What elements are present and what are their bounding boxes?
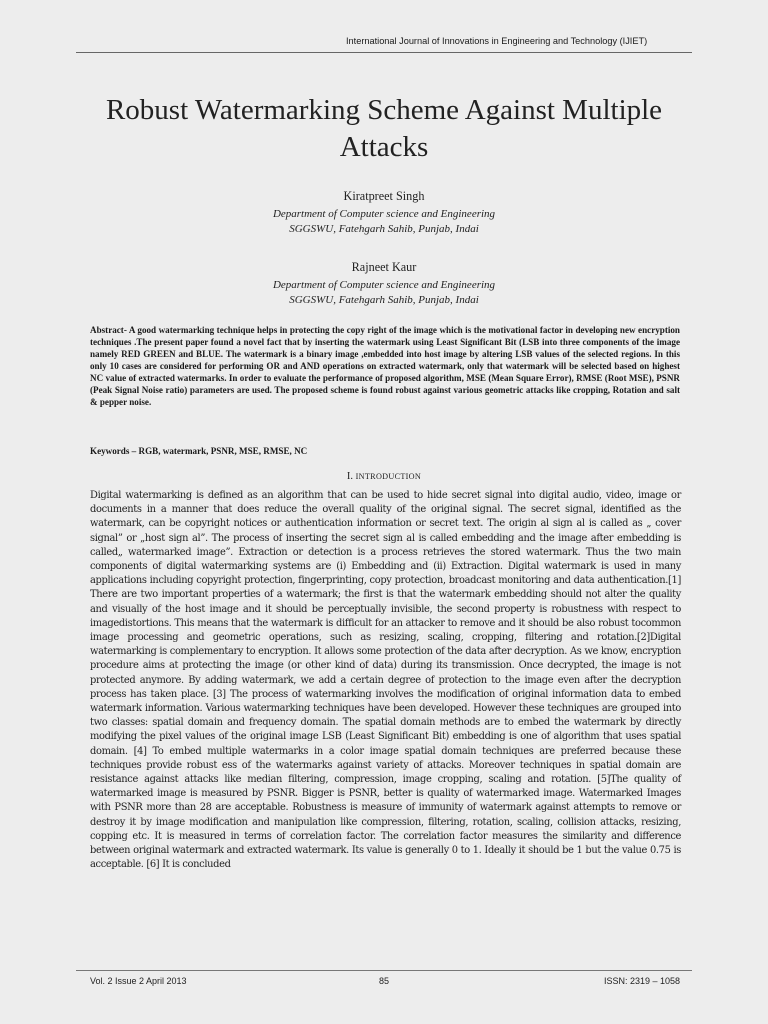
- title-line-2: Attacks: [339, 131, 429, 163]
- author-1-affiliation: [0, 207, 768, 237]
- author-1-department: Department of Computer science and Engineering: [272, 208, 496, 220]
- page-number: 85: [379, 976, 390, 986]
- journal-header: International Journal of Innovations in Engineering and Technology (IJIET): [346, 36, 648, 46]
- section-title: INTRODUCTION: [355, 472, 422, 481]
- title-line-1: Robust Watermarking Scheme Against Multiple: [105, 94, 663, 126]
- abstract: Abstract- A good watermarking technique helps in protecting the copy right of the image which is the motivational factor in developing new encryption techniques .The present paper found a novel fact that by inserting the watermark using Least Significant Bit (LSB into three components of the image namely RED GREEN and BLUE. The watermark is a binary image ,embedded into host image by altering LSB values of the selected regions. In this only 10 cases are considered for performing OR and AND operations on extracted watermark, only that watermark will be selected based on highest NC value of extracted watermarks. In order to evaluate the performance of proposed algorithm, MSE (Mean Square Error), RMSE (Root MSE), PSNR (Peak Signal Noise ratio) parameters are used. The proposed scheme is found robust against various geometric attacks like cropping, Rotation and salt & pepper noise.: [90, 325, 680, 407]
- author-2-name: Rajneet Kaur: [351, 260, 417, 274]
- introduction-body: Digital watermarking is defined as an algorithm that can be used to hide secret signal into digital audio, video, image or documents in a manner that does reduce the overall quality of the original signal. The secret signal, identified as the watermark, can be copyright notices or authentication information or secret text. The origin al sign al is called as „ cover signal” or „host sign al”. The process of inserting the secret sign al is called embedding and the image after embedding is called„ watermarked image”. Extraction or detection is a process retrieves the stored watermark. Thus the two main components of digital watermarking systems are (i) Embedding and (ii) Extraction. Digital watermark is used in many applications including copyright protection, fingerprinting, copy protection, broadcast monitoring and data authentication.[1] There are two important properties of a watermark; the first is that the watermark embedding should not alter the quality and visually of the host image and it should be perceptually invisible, the second property is robustness with respect to imagedistortions. This means that the watermark is difficult for an attacker to remove and it should be also robust tocommon image processing and geometric operations, such as resizing, scaling, cropping, filtering and rotation.[2]Digital watermarking is complementary to encryption. It allows some protection of the data after decryption. As we know, encryption procedure aims at protecting the image (or other kind of data) during its transmission. Once decrypted, the image is not protected anymore. By adding watermark, we add a certain degree of protection to the image even after the decryption process has taken place. [3] The process of watermarking involves the modification of original information data to embed watermark information. Various watermarking techniques have been developed. However these techniques are grouped into two classes: spatial domain and frequency domain. The spatial domain methods are to embed the watermark by directly modifying the pixel values of the original image LSB (Least Significant Bit) embedding is one of algorithm that uses spatial domain. [4] To embed multiple watermarks in a color image spatial domain techniques are preferred because these techniques provide robust ess of the watermarks against variety of attacks. Moreover techniques in spatial domain are resistance against attacks like median filtering, compression, image cropping, scaling and rotation. [5]The quality of watermarked image is measured by PSNR. Bigger is PSNR, better is quality of watermarked image. Watermarked Images with PSNR more than 28 are acceptable. Robustness is measure of immunity of watermark against attempts to remove or destroy it by image modification and manipulation like compression, filtering, rotation, scaling, collision attacks, resizing, copping etc. It is measured in terms of correlation factor. The correlation factor measures the similarity and difference between original watermark and extracted watermark. Its value is generally 0 to 1. Ideally it should be 1 but the value 0.75 is acceptable. [6] It is concluded: [90, 490, 681, 871]
- author-1-name: Kiratpreet Singh: [343, 189, 425, 203]
- keywords: Keywords – RGB, watermark, PSNR, MSE, RMSE, NC: [90, 446, 308, 456]
- author-2-affiliation: [0, 278, 768, 308]
- footer-rule: [76, 970, 692, 971]
- section-numeral: I.: [346, 471, 356, 482]
- footer-volume: Vol. 2 Issue 2 April 2013: [90, 976, 187, 986]
- paper-title: [60, 92, 708, 166]
- footer-issn: ISSN: 2319 – 1058: [603, 976, 680, 986]
- author-1-institution: SGGSWU, Fatehgarh Sahib, Punjab, Indai: [289, 223, 479, 235]
- author-2-institution: SGGSWU, Fatehgarh Sahib, Punjab, Indai: [289, 294, 479, 306]
- author-2-department: Department of Computer science and Engineering: [272, 279, 496, 291]
- section-heading: [0, 471, 768, 482]
- header-rule: [76, 52, 692, 53]
